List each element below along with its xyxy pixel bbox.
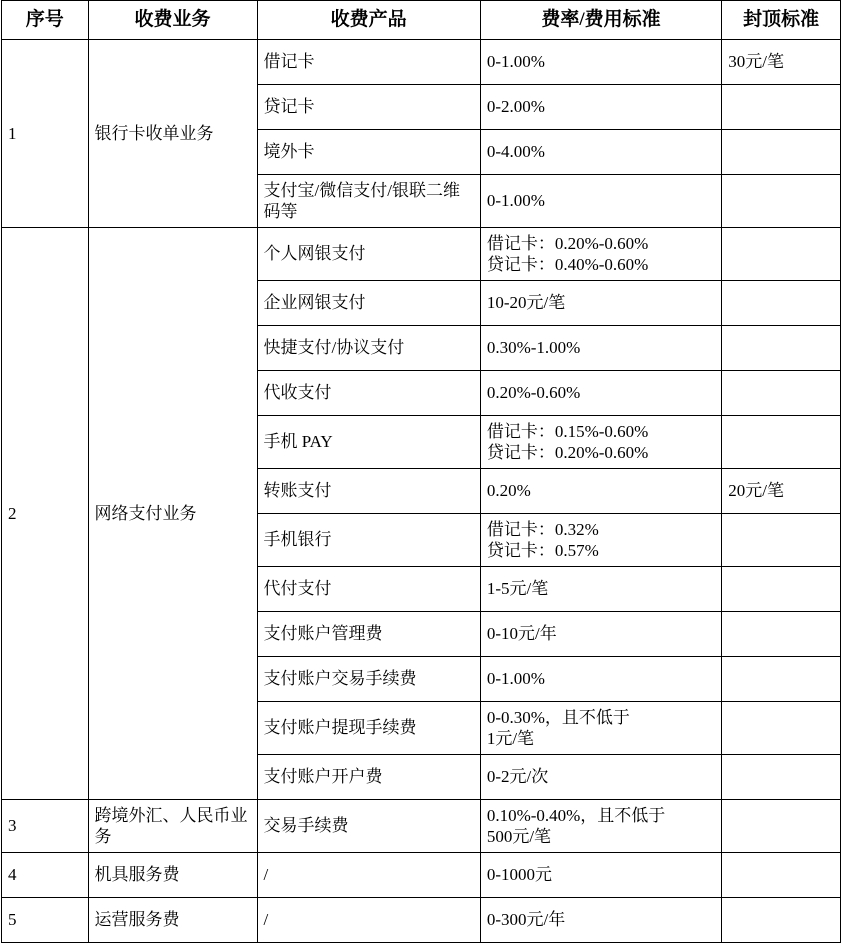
product-cell: 手机银行	[257, 514, 480, 567]
cap-cell	[722, 85, 841, 130]
rate-cell: 0-1.00%	[480, 175, 721, 228]
row-index-cell: 1	[2, 40, 89, 228]
product-cell: 个人网银支付	[257, 228, 480, 281]
rate-cell: 0-2元/次	[480, 755, 721, 800]
row-index-cell: 2	[2, 228, 89, 800]
row-index-cell: 5	[2, 898, 89, 943]
cap-cell: 30元/笔	[722, 40, 841, 85]
cap-cell	[722, 514, 841, 567]
header-cap: 封顶标准	[722, 1, 841, 40]
cap-cell	[722, 702, 841, 755]
cap-cell	[722, 130, 841, 175]
cap-cell	[722, 567, 841, 612]
product-cell: 借记卡	[257, 40, 480, 85]
table-row	[2, 853, 841, 898]
rate-cell: 借记卡：0.32% 贷记卡：0.57%	[480, 514, 721, 567]
cap-cell	[722, 416, 841, 469]
rate-cell: 0.10%-0.40%，且不低于 500元/笔	[480, 800, 721, 853]
rate-cell: 0.30%-1.00%	[480, 326, 721, 371]
table-header	[2, 1, 841, 40]
header-index: 序号	[2, 1, 89, 40]
rate-cell: 1-5元/笔	[480, 567, 721, 612]
product-cell: 贷记卡	[257, 85, 480, 130]
rate-cell: 0-1.00%	[480, 657, 721, 702]
rate-cell: 0-0.30%，且不低于 1元/笔	[480, 702, 721, 755]
rate-cell: 0.20%-0.60%	[480, 371, 721, 416]
rate-cell: 0-300元/年	[480, 898, 721, 943]
row-index-cell: 3	[2, 800, 89, 853]
rate-cell: 借记卡：0.15%-0.60% 贷记卡：0.20%-0.60%	[480, 416, 721, 469]
product-cell: 支付账户提现手续费	[257, 702, 480, 755]
table-row	[2, 898, 841, 943]
business-cell: 运营服务费	[88, 898, 257, 943]
cap-cell	[722, 800, 841, 853]
cap-cell	[722, 853, 841, 898]
cap-cell	[722, 657, 841, 702]
product-cell: 支付账户开户费	[257, 755, 480, 800]
product-cell: 支付账户管理费	[257, 612, 480, 657]
product-cell: 快捷支付/协议支付	[257, 326, 480, 371]
rate-cell: 0-1000元	[480, 853, 721, 898]
cap-cell	[722, 371, 841, 416]
cap-cell	[722, 281, 841, 326]
cap-cell: 20元/笔	[722, 469, 841, 514]
cap-cell	[722, 898, 841, 943]
rate-cell: 10-20元/笔	[480, 281, 721, 326]
rate-cell: 0-10元/年	[480, 612, 721, 657]
product-cell: /	[257, 853, 480, 898]
table-row	[2, 40, 841, 85]
business-cell: 机具服务费	[88, 853, 257, 898]
business-cell: 银行卡收单业务	[88, 40, 257, 228]
rate-cell: 0-1.00%	[480, 40, 721, 85]
header-business: 收费业务	[88, 1, 257, 40]
rate-cell: 借记卡：0.20%-0.60% 贷记卡：0.40%-0.60%	[480, 228, 721, 281]
product-cell: /	[257, 898, 480, 943]
rate-cell: 0-2.00%	[480, 85, 721, 130]
cap-cell	[722, 326, 841, 371]
cap-cell	[722, 228, 841, 281]
product-cell: 支付宝/微信支付/银联二维码等	[257, 175, 480, 228]
fee-standard-table	[1, 0, 841, 943]
table-row	[2, 228, 841, 281]
business-cell: 网络支付业务	[88, 228, 257, 800]
product-cell: 境外卡	[257, 130, 480, 175]
rate-cell: 0-4.00%	[480, 130, 721, 175]
table-header-row	[2, 1, 841, 40]
product-cell: 企业网银支付	[257, 281, 480, 326]
table-row	[2, 800, 841, 853]
row-index-cell: 4	[2, 853, 89, 898]
cap-cell	[722, 612, 841, 657]
product-cell: 转账支付	[257, 469, 480, 514]
product-cell: 代收支付	[257, 371, 480, 416]
product-cell: 手机 PAY	[257, 416, 480, 469]
header-product: 收费产品	[257, 1, 480, 40]
cap-cell	[722, 755, 841, 800]
product-cell: 支付账户交易手续费	[257, 657, 480, 702]
business-cell: 跨境外汇、人民币业务	[88, 800, 257, 853]
rate-cell: 0.20%	[480, 469, 721, 514]
table-body	[2, 40, 841, 943]
product-cell: 代付支付	[257, 567, 480, 612]
cap-cell	[722, 175, 841, 228]
product-cell: 交易手续费	[257, 800, 480, 853]
header-rate: 费率/费用标准	[480, 1, 721, 40]
